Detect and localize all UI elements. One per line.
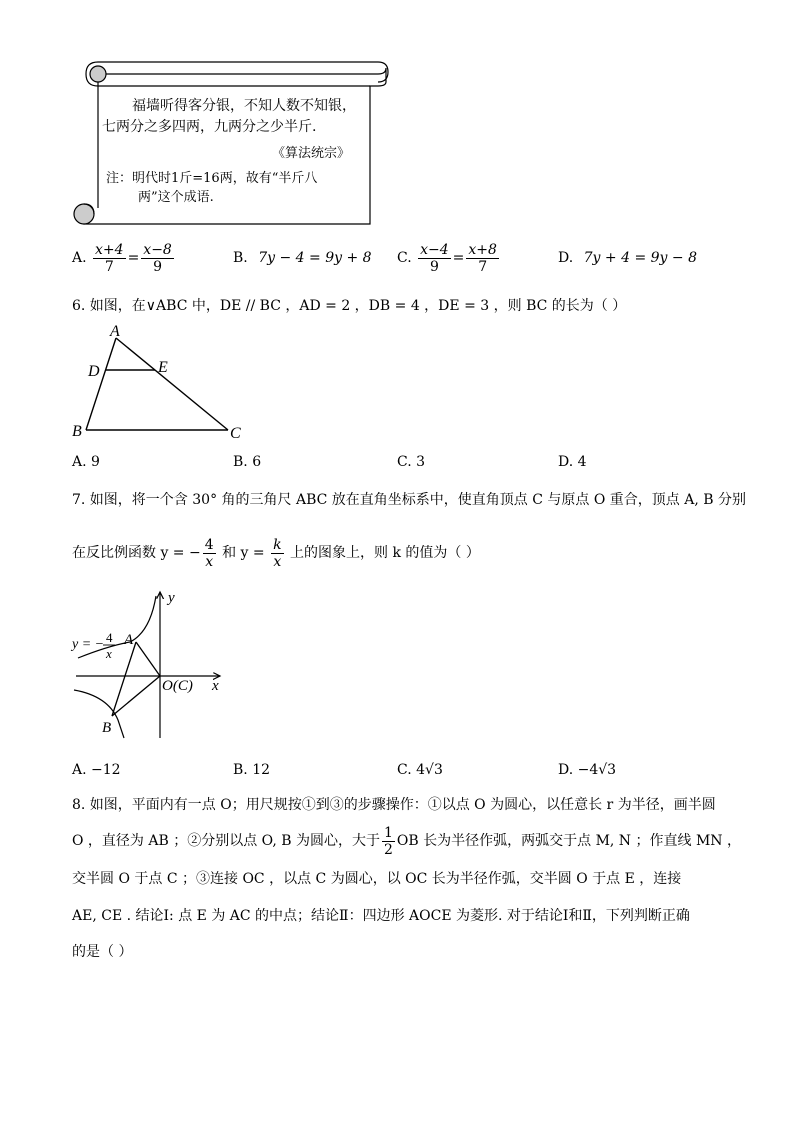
q6-label-a: A [110,323,120,340]
q5-a-label: A. [72,250,87,266]
scroll-note-line2: 两”这个成语. [138,190,214,205]
q6-stem: 6. 如图，在∨ABC 中，DE // BC ，AD = 2 ，DB = 4 ，DE = 3 ，则 BC 的长为（ ） [72,298,627,314]
q6-label-c: C [230,425,241,442]
q5-c-frac-left: $\frac{x-4}{9}$ [420,241,449,275]
scroll-line2: 七两分之多四两，九两分之少半斤. [102,119,317,135]
q7-label-a: A [124,632,134,648]
scroll-note-line1: 注：明代时1斤=16两，故有“半斤八 [106,171,318,186]
q6-label-b: B [72,423,82,440]
q7-option-b[interactable]: B. 12 [233,762,271,778]
q7-stem-line2: 在反比例函数 y = − $\frac{4}{x}$ 和 y = $\frac{k}{x}$ 上的图象上，则 k 的值为（ ） [72,536,480,570]
q5-c-frac-right: $\frac{x+8}{7}$ [468,241,497,275]
q7-curve-label-den: x [106,646,112,661]
q8-line5: 的是（ ） [72,944,133,960]
q7-label-b: B [102,720,112,736]
q7-option-a[interactable]: A. −12 [72,762,121,778]
q5-option-c[interactable]: C. $\frac{x-4}{9}$ = $\frac{x+8}{7}$ [397,241,497,275]
q6-option-b[interactable]: B. 6 [233,454,262,470]
q8-line2: O ，直径为 AB ；②分别以点 O, B 为圆心，大于 $\frac{1}{2}$ OB 长为半径作弧，两弧交于点 M, N ；作直线 MN ， [72,824,741,858]
q6-option-a[interactable]: A. 9 [72,454,100,470]
q5-option-a[interactable]: A. $\frac{x+4}{7}$ = $\frac{x-8}{9}$ [72,241,172,275]
q7-stem-line1: 7. 如图，将一个含 30° 角的三角尺 ABC 放在直角坐标系中，使直角顶点 C 与原点 O 重合，顶点 A, B 分别 [72,492,746,508]
scroll-source: 《算法统宗》 [272,146,351,161]
q6-label-e: E [158,359,168,376]
q5-d-expr: 7y + 4 = 9y − 8 [583,250,697,266]
scroll-line1: 福墙听得客分银，不知人数不知银， [132,98,356,114]
q7-curve-label: y = − [72,637,105,652]
q5-option-b[interactable]: B. 7y − 4 = 9y + 8 [233,250,372,266]
q7-curve-label-num: 4 [106,630,113,645]
q6-option-c[interactable]: C. 3 [397,454,426,470]
q6-option-d[interactable]: D. 4 [558,454,587,470]
q8-line3: 交半圆 O 于点 C ；③连接 OC ，以点 C 为圆心，以 OC 长为半径作弧，交半圆 O 于点 E ，连接 [72,871,682,887]
q7-coordinate-figure [68,586,238,744]
q8-line1: 8. 如图，平面内有一点 O；用尺规按①到③的步骤操作：①以点 O 为圆心，以任意长 r 为半径，画半圆 [72,797,716,813]
q5-option-d[interactable]: D. 7y + 4 = 9y − 8 [558,250,697,266]
q6-label-d: D [88,363,100,380]
q5-b-expr: 7y − 4 = 9y + 8 [258,250,372,266]
q5-a-frac-left: $\frac{x+4}{7}$ [95,241,124,275]
scroll-illustration [70,58,390,230]
q7-x-axis-label: x [212,678,219,694]
q7-option-c[interactable]: C. 4√3 [397,762,443,778]
q5-a-frac-right: $\frac{x-8}{9}$ [143,241,172,275]
q7-y-axis-label: y [168,590,175,606]
q7-origin-label: O(C) [162,678,193,694]
q8-line4: AE, CE . 结论Ⅰ: 点 E 为 AC 的中点；结论Ⅱ：四边形 AOCE 为菱形. 对于结论Ⅰ和Ⅱ，下列判断正确 [72,908,690,924]
q6-triangle-figure [68,322,258,446]
q7-option-d[interactable]: D. −4√3 [558,762,617,778]
